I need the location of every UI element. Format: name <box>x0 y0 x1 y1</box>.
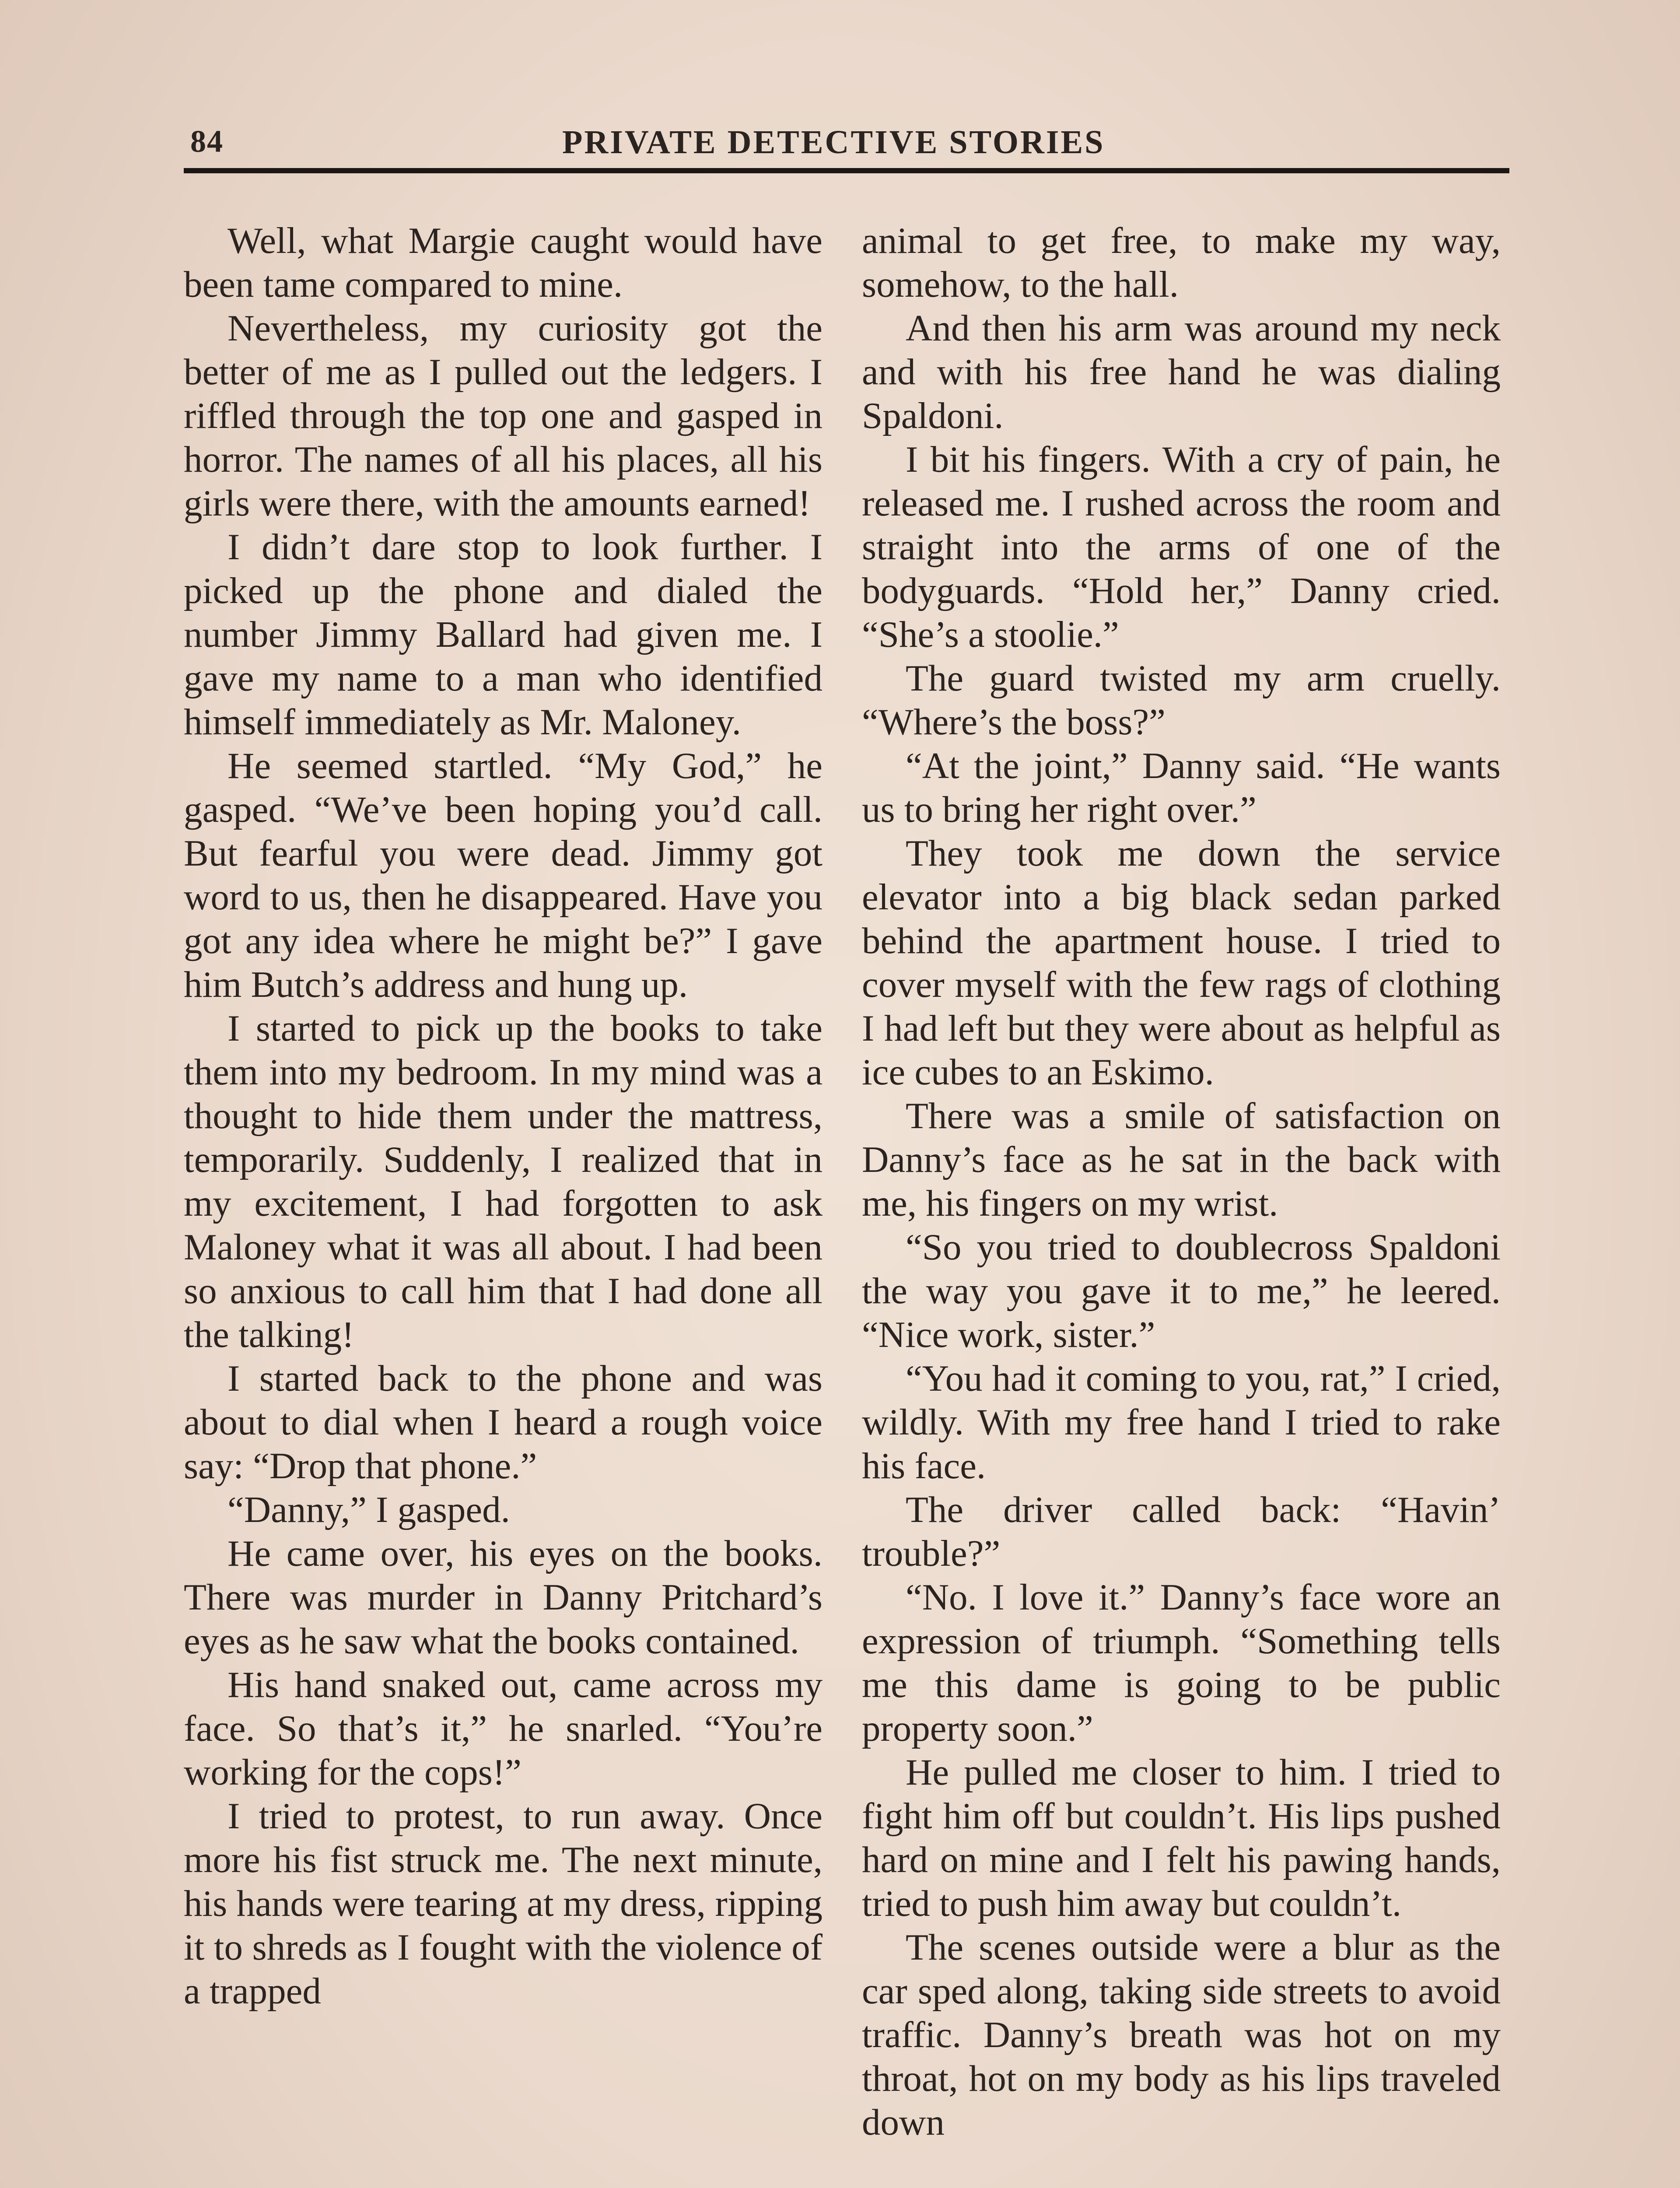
paragraph: “Danny,” I gasped. <box>228 1489 510 1530</box>
paragraph: “You had it coming to you, rat,” I cried, wildly. With my free hand I tried to rake his face. <box>862 1358 1501 1487</box>
left-column <box>184 219 822 2013</box>
paragraph-continuation: animal to get free, to make my way, somehow, to the hall. <box>862 220 1501 305</box>
header-rule <box>184 168 1509 173</box>
paragraph: “No. I love it.” Danny’s face wore an expression of triumph. “Something tells me this dame is going to be public property soon.” <box>862 1577 1501 1749</box>
page-number: 84 <box>190 124 224 159</box>
paragraph: There was a smile of satisfaction on Danny’s face as he sat in the back with me, his fingers on my wrist. <box>862 1095 1501 1224</box>
paragraph: I didn’t dare stop to look further. I picked up the phone and dialed the number Jimmy Ballard had given me. I gave my name to a man who identified himself immediately as Mr. Maloney. <box>184 526 822 743</box>
paragraph: I started back to the phone and was about to dial when I heard a rough voice say: “Drop that phone.” <box>184 1358 822 1487</box>
paragraph: I tried to protest, to run away. Once more his fist struck me. The next minute, his hands were tearing at my dress, ripping it to shreds as I fought with the violence of a trapped <box>184 1795 822 2012</box>
right-column <box>862 219 1501 2144</box>
running-title: PRIVATE DETECTIVE STORIES <box>562 124 1105 161</box>
paragraph: The guard twisted my arm cruelly. “Where’s the boss?” <box>862 658 1501 743</box>
paragraph: I started to pick up the books to take them into my bedroom. In my mind was a thought to hide them under the mattress, temporarily. Suddenly, I realized that in my excitement, I had forgotten to ask Maloney what it was all about. I had been so anxious to call him that I had done all the talking! <box>184 1008 822 1355</box>
paragraph: He pulled me closer to him. I tried to fight him off but couldn’t. His lips pushed hard on mine and I felt his pawing hands, tried to push him away but couldn’t. <box>862 1752 1501 1924</box>
paragraph: I bit his fingers. With a cry of pain, he released me. I rushed across the room and straight into the arms of one of the bodyguards. “Hold her,” Danny cried. “She’s a stoolie.” <box>862 439 1501 655</box>
paragraph: Well, what Margie caught would have been tame compared to mine. <box>184 220 822 305</box>
paragraph: And then his arm was around my neck and with his free hand he was dialing Spaldoni. <box>862 308 1501 436</box>
paragraph: The scenes outside were a blur as the car sped along, taking side streets to avoid traffic. Danny’s breath was hot on my throat, hot on my body as his lips traveled down <box>862 1927 1501 2143</box>
paragraph: His hand snaked out, came across my face. So that’s it,” he snarled. “You’re working for the cops!” <box>184 1664 822 1793</box>
paragraph: He seemed startled. “My God,” he gasped. “We’ve been hoping you’d call. But fearful you were dead. Jimmy got word to us, then he disappeared. Have you got any idea where he might be?” I gave him Butch’s address and hung up. <box>184 745 822 1005</box>
paragraph: “So you tried to doublecross Spaldoni the way you gave it to me,” he leered. “Nice work, sister.” <box>862 1227 1501 1355</box>
page-header <box>190 115 1503 167</box>
paragraph: The driver called back: “Havin’ trouble?” <box>862 1489 1501 1574</box>
paragraph: “At the joint,” Danny said. “He wants us to bring her right over.” <box>862 745 1501 830</box>
paragraph: They took me down the service elevator into a big black sedan parked behind the apartment house. I tried to cover myself with the few rags of clothing I had left but they were about as helpful as ice cubes to an Eskimo. <box>862 833 1501 1093</box>
paragraph: Nevertheless, my curiosity got the better of me as I pulled out the ledgers. I riffled through the top one and gasped in horror. The names of all his places, all his girls were there, with the amounts earned! <box>184 308 822 524</box>
paragraph: He came over, his eyes on the books. There was murder in Danny Pritchard’s eyes as he saw what the books contained. <box>184 1533 822 1662</box>
